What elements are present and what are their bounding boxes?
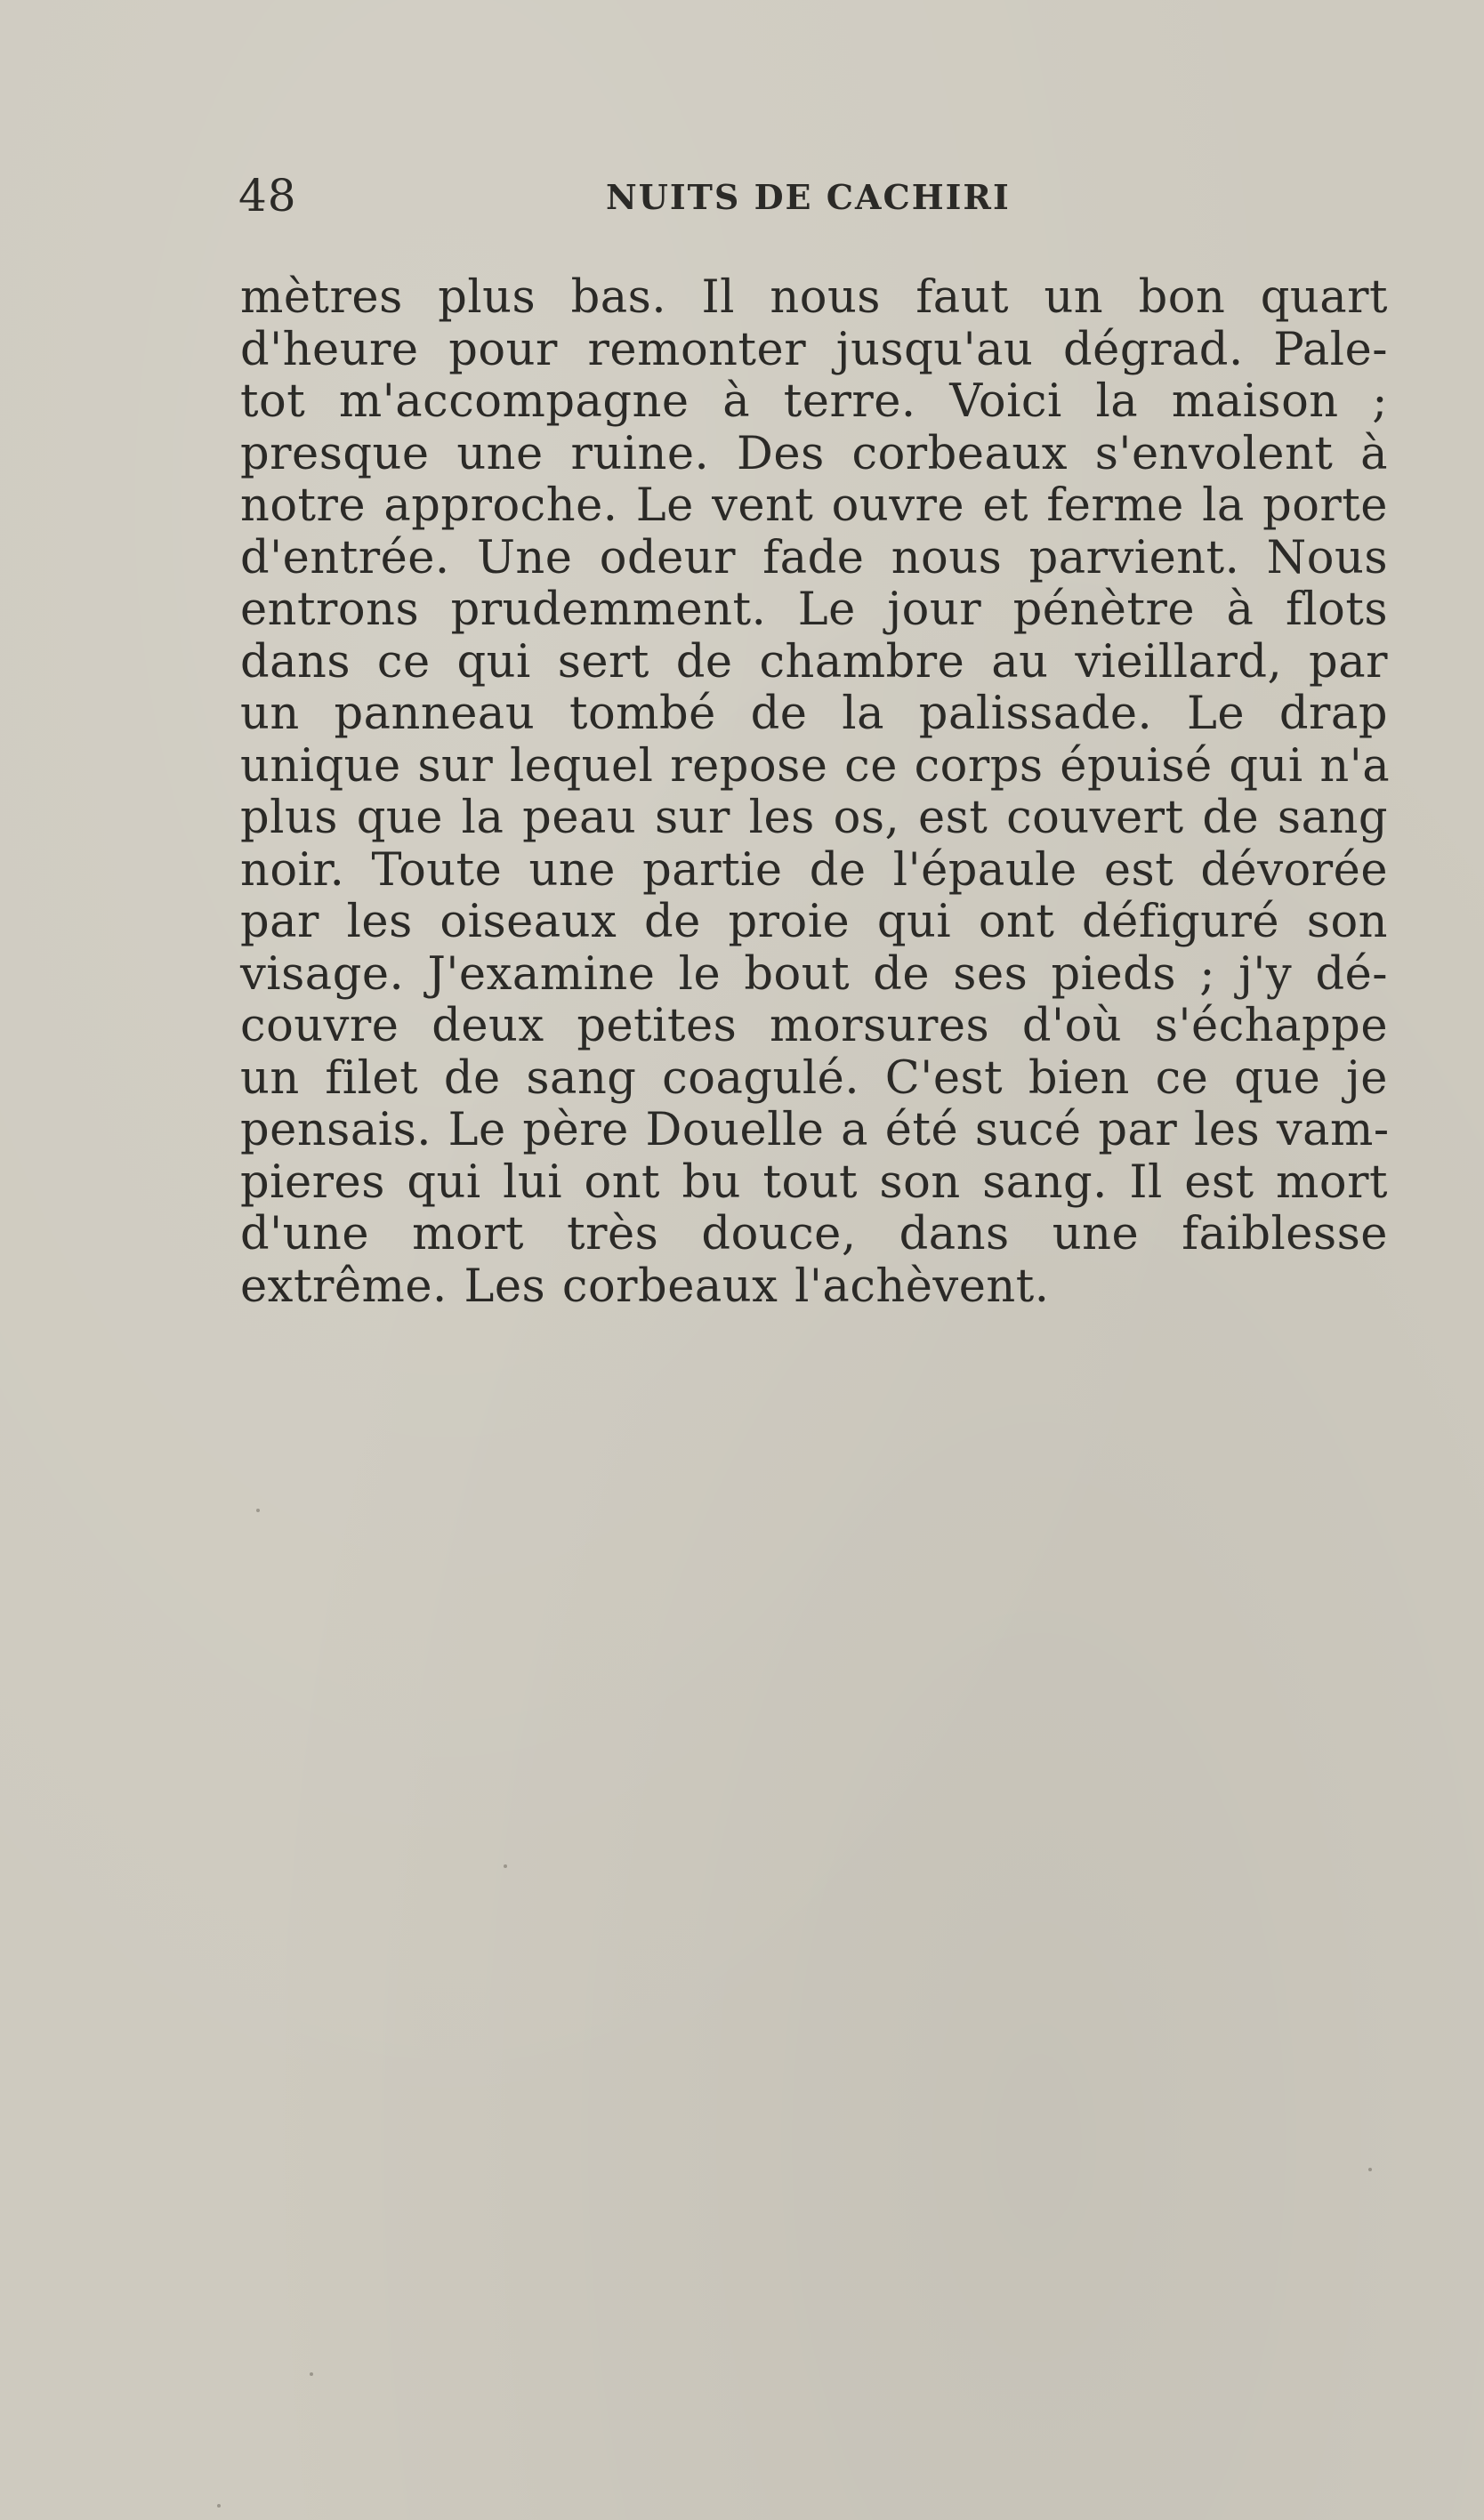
text-line: visage. J'examine le bout de ses pieds ; j'y dé- bbox=[240, 947, 1388, 1001]
text-line: extrême. Les corbeaux l'achèvent. bbox=[240, 1260, 1050, 1313]
text-line: couvre deux petites morsures d'où s'échappe bbox=[240, 1000, 1388, 1052]
paper-speck bbox=[256, 1509, 260, 1512]
paper-speck bbox=[1368, 2168, 1372, 2171]
text-line: entrons prudemment. Le jour pénètre à flots bbox=[240, 584, 1388, 636]
paper-speck bbox=[310, 2372, 313, 2376]
text-line: presque une ruine. Des corbeaux s'envolent à bbox=[240, 427, 1388, 480]
text-line: un panneau tombé de la palissade. Le drap bbox=[240, 688, 1388, 740]
text-line: plus que la peau sur les os, est couvert de sang bbox=[240, 792, 1388, 844]
text-line: d'une mort très douce, dans une faiblesse bbox=[240, 1208, 1388, 1260]
text-line: par les oiseaux de proie qui ont défiguré son bbox=[240, 896, 1388, 948]
text-line: notre approche. Le vent ouvre et ferme la porte bbox=[240, 479, 1388, 532]
text-line: d'entrée. Une odeur fade nous parvient. Nous bbox=[240, 531, 1388, 584]
paper-speck bbox=[504, 1864, 507, 1868]
running-head: NUITS DE CACHIRI bbox=[606, 177, 1011, 217]
text-line: tot m'accompagne à terre. Voici la maison ; bbox=[240, 375, 1388, 428]
text-line: d'heure pour remonter jusqu'au dégrad. Pale- bbox=[240, 323, 1388, 376]
text-line: unique sur lequel repose ce corps épuisé qui n'a bbox=[240, 739, 1391, 793]
text-line: noir. Toute une partie de l'épaule est dévorée bbox=[240, 843, 1388, 897]
page-number: 48 bbox=[238, 170, 297, 221]
paper-speck bbox=[217, 2504, 221, 2508]
page-header bbox=[238, 169, 1386, 222]
text-line: pieres qui lui ont bu tout son sang. Il est mort bbox=[240, 1155, 1388, 1209]
text-line: mètres plus bas. Il nous faut un bon quart bbox=[240, 271, 1388, 324]
text-line: un filet de sang coagulé. C'est bien ce que je bbox=[240, 1051, 1388, 1105]
body-text bbox=[240, 271, 1391, 1313]
text-line: dans ce qui sert de chambre au vieillard, par bbox=[240, 635, 1388, 688]
text-line: pensais. Le père Douelle a été sucé par les vam- bbox=[240, 1104, 1390, 1156]
